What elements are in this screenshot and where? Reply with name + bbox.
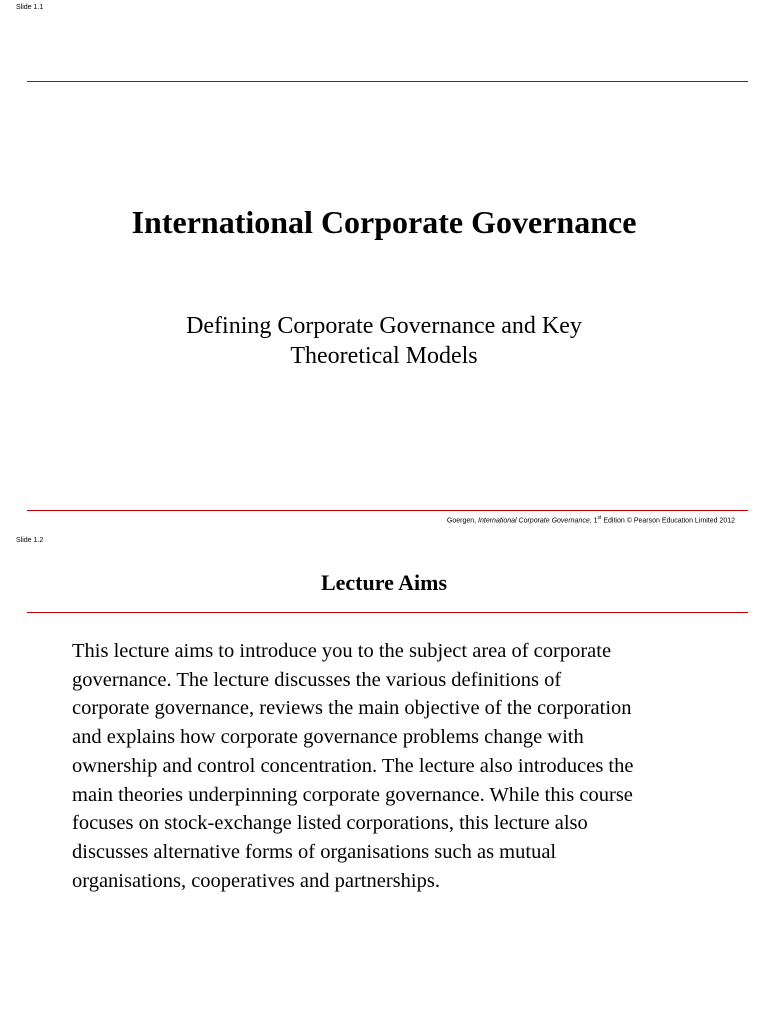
slide-1-footer — [447, 515, 735, 524]
slide-2-heading-rule — [27, 612, 748, 613]
subtitle-line: Defining Corporate Governance and Key — [186, 313, 582, 339]
subtitle-line: Theoretical Models — [290, 343, 478, 369]
slide-2-body — [72, 637, 732, 895]
body-line: organisations, cooperatives and partnerships. — [72, 869, 440, 892]
body-line: focuses on stock-exchange listed corporations, this lecture also — [72, 812, 588, 835]
body-line: corporate governance, reviews the main objective of the corporation — [72, 697, 632, 720]
footer-copyright: Edition © Pearson Education Limited 2012 — [601, 517, 735, 525]
slide-2-heading: Lecture Aims — [320, 570, 448, 595]
body-line: This lecture aims to introduce you to the subject area of corporate — [72, 640, 612, 662]
slide-1-top-rule — [27, 81, 748, 82]
slide-2-label: Slide 1.2 — [16, 537, 44, 544]
slide-1-subtitle — [0, 311, 768, 371]
body-line: and explains how corporate governance problems change with — [72, 726, 584, 749]
body-line: discusses alternative forms of organisations such as mutual — [72, 840, 557, 863]
footer-book-title: International Corporate Governance — [478, 517, 590, 525]
slide-1-label: Slide 1.1 — [16, 4, 44, 11]
body-line: governance. The lecture discusses the various definitions of — [72, 668, 562, 691]
slide-1-bottom-rule — [27, 510, 748, 511]
slide-1-title: International Corporate Governance — [131, 204, 637, 240]
footer-author: Goergen, — [446, 517, 479, 525]
body-line: main theories underpinning corporate governance. While this course — [72, 783, 633, 806]
footer-edition: , 1 — [589, 517, 598, 525]
body-line: ownership and control concentration. The lecture also introduces the — [72, 754, 634, 777]
footer-edition-sup: st — [597, 515, 602, 521]
